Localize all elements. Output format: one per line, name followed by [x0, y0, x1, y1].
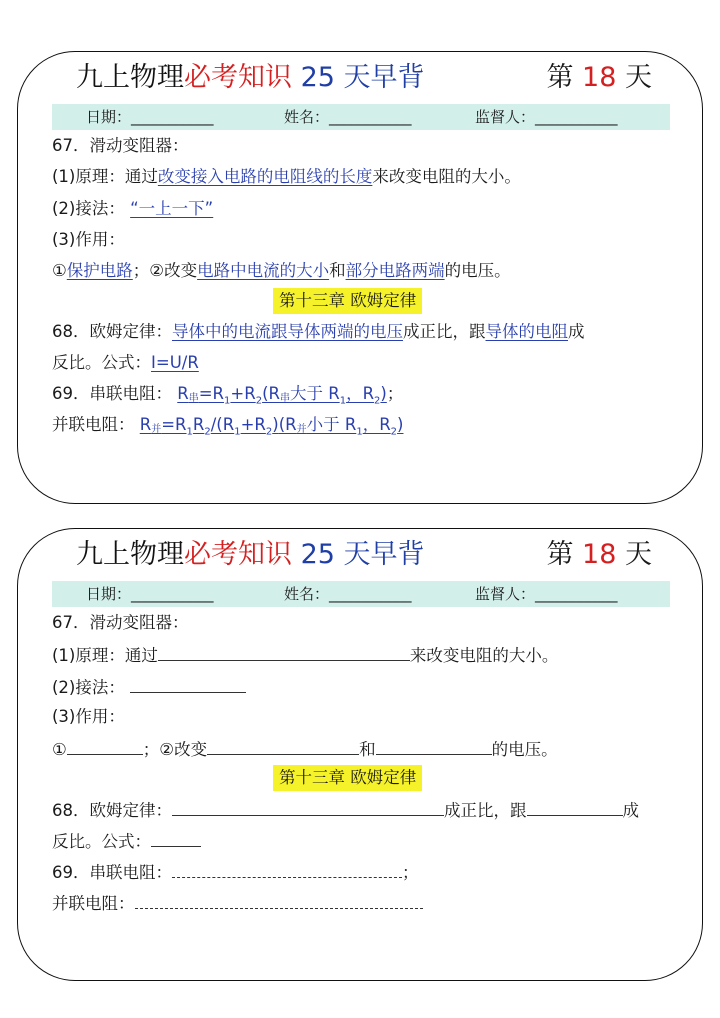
- info-bar: [52, 104, 670, 130]
- q67-heading: 67．滑动变阻器：: [52, 613, 189, 632]
- series-formula: R串$=R_1+R_2(R$串大于 $R_1$，$R_2$): [177, 384, 387, 407]
- q67-principle: (1)原理：通过 来改变电阻的大小。: [52, 642, 558, 668]
- q67-use-label: (3)作用：: [52, 230, 125, 249]
- supervisor-field: 监督人：___________: [475, 585, 618, 603]
- title-subject: 九上物理: [76, 62, 184, 93]
- supervisor-field: 监督人：___________: [475, 108, 618, 126]
- q69-parallel: 并联电阻： R并$=R_1R_2/(R_1+R_2)(R$并小于 $R_1$，$R_2$): [52, 415, 404, 438]
- day-counter: 第 18 天: [546, 539, 652, 570]
- q68-line1: 68．欧姆定律：导体中的电流跟导体两端的电压成正比，跟导体的电阻成: [52, 322, 585, 341]
- blank-line[interactable]: [527, 797, 623, 816]
- answer-text: 导体中的电流跟导体两端的电压: [172, 322, 403, 341]
- parallel-formula: R并$=R_1R_2/(R_1+R_2)(R$并小于 $R_1$，$R_2$): [139, 415, 404, 438]
- blank-line[interactable]: [207, 736, 359, 755]
- card-title: [76, 535, 652, 575]
- blank-line[interactable]: [172, 797, 444, 816]
- answer-text: 电路中电流的大小: [197, 261, 330, 280]
- blank-line[interactable]: [135, 890, 423, 909]
- card-title: [76, 58, 652, 98]
- day-counter: 第 18 天: [546, 62, 652, 93]
- q69-series: 69．串联电阻： ；: [52, 859, 419, 885]
- answer-text: “一上一下”: [130, 199, 214, 218]
- q67-method: (2)接法： “一上一下”: [52, 199, 214, 218]
- card-answers: [17, 51, 703, 504]
- q67-principle: (1)原理：通过改变接入电路的电阻线的长度来改变电阻的大小。: [52, 167, 521, 186]
- q69-parallel: 并联电阻：: [52, 890, 423, 916]
- name-field: 姓名：___________: [284, 108, 412, 126]
- blank-line[interactable]: [172, 859, 402, 878]
- answer-text: 改变接入电路的电阻线的长度: [157, 167, 373, 186]
- blank-line[interactable]: [151, 828, 201, 847]
- blank-line[interactable]: [130, 674, 246, 693]
- q68-line2: 反比。公式：I=U/R: [52, 353, 199, 372]
- q67-use: ① ；②改变 和 的电压。: [52, 736, 558, 762]
- title-subject: 九上物理: [76, 539, 184, 570]
- date-field: 日期：___________: [86, 585, 214, 603]
- q67-method: (2)接法：: [52, 674, 246, 700]
- title-days: 25 天早背: [292, 62, 425, 93]
- title-days: 25 天早背: [292, 539, 425, 570]
- date-field: 日期：___________: [86, 108, 214, 126]
- q67-heading: 67．滑动变阻器：: [52, 136, 189, 155]
- name-field: 姓名：___________: [284, 585, 412, 603]
- info-bar: [52, 581, 670, 607]
- blank-line[interactable]: [376, 736, 492, 755]
- q67-use: ①保护电路；②改变电路中电流的大小和部分电路两端的电压。: [52, 261, 511, 280]
- blank-line[interactable]: [67, 736, 143, 755]
- chapter-heading: 第十三章 欧姆定律: [273, 288, 422, 314]
- q68-line2: 反比。公式：: [52, 828, 201, 854]
- q68-line1: 68．欧姆定律： 成正比，跟 成: [52, 797, 639, 823]
- blank-line[interactable]: [158, 642, 410, 661]
- q69-series: 69．串联电阻： R串$=R_1+R_2(R$串大于 $R_1$，$R_2$)；: [52, 384, 404, 407]
- formula-answer: I=U/R: [151, 353, 199, 372]
- q67-use-label: (3)作用：: [52, 707, 125, 726]
- chapter-heading: 第十三章 欧姆定律: [273, 765, 422, 791]
- answer-text: 部分电路两端: [345, 261, 445, 280]
- card-blank: [17, 528, 703, 981]
- title-highlight: 必考知识: [184, 62, 292, 93]
- answer-text: 保护电路: [66, 261, 133, 280]
- answer-text: 导体的电阻: [485, 322, 568, 341]
- title-highlight: 必考知识: [184, 539, 292, 570]
